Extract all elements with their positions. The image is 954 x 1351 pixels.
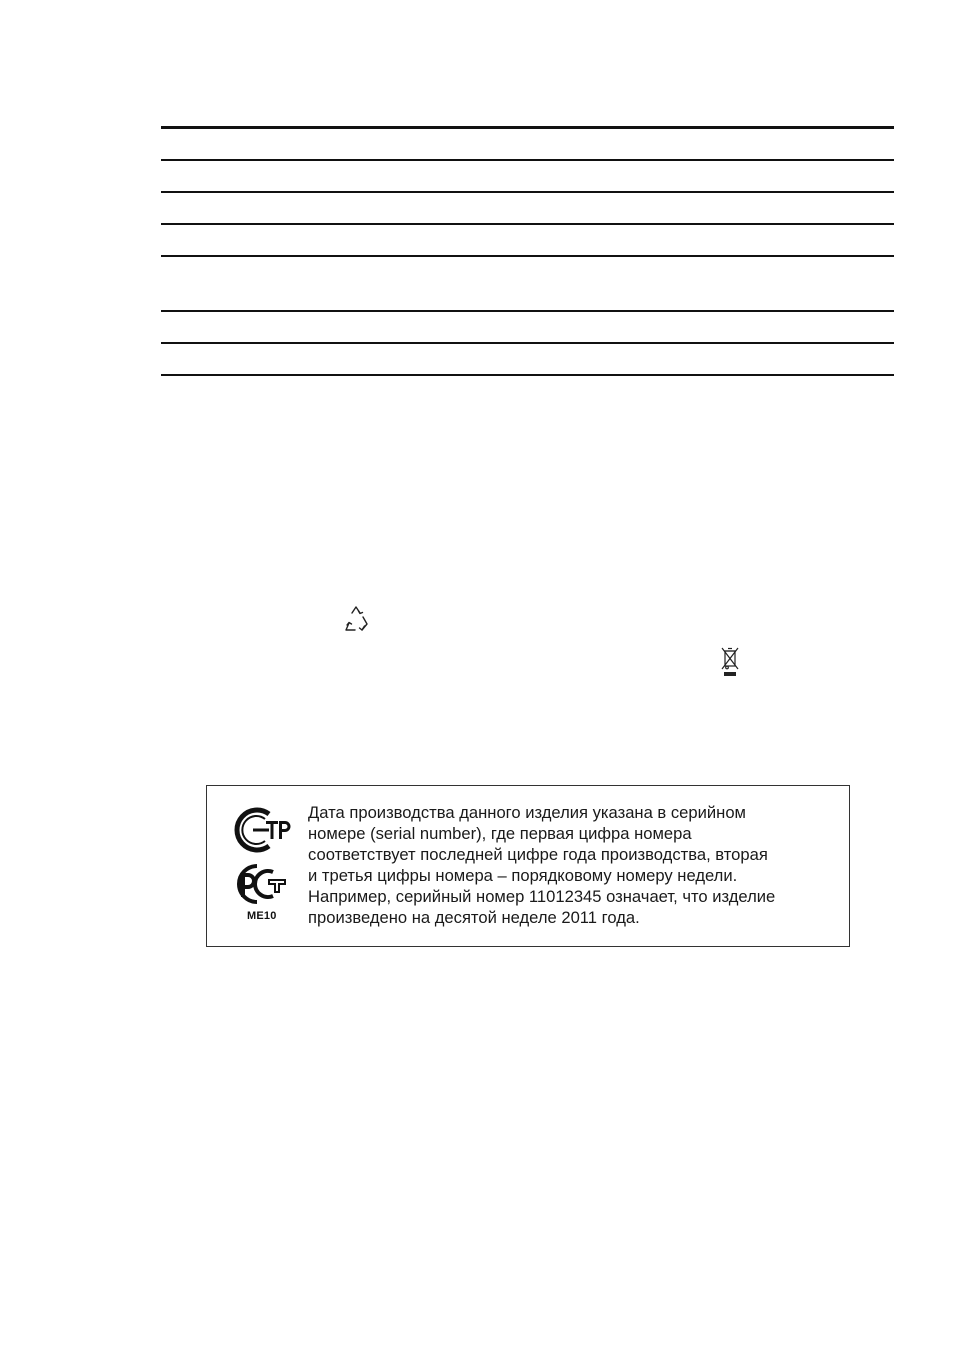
recycle-icon [341,604,371,634]
eac-tr-mark-icon [229,804,291,856]
rst-gost-mark-icon [231,860,287,908]
note-line: Например, серийный номер 11012345 означает, что изделие [308,887,776,906]
note-line: Дата производства данного изделия указана в серийном [308,803,746,822]
manufacture-date-note [308,802,838,928]
certificate-code: ME10 [247,910,277,922]
certification-box [206,785,850,947]
table-row [161,161,894,193]
crossed-out-wheelie-bin-icon [719,645,741,677]
table-row [161,257,894,312]
table-row [161,312,894,344]
note-line: и третья цифры номера – порядковому номеру недели. [308,866,738,885]
note-line: произведено на десятой неделе 2011 года. [308,908,640,927]
table-row [161,344,894,376]
table-row [161,193,894,225]
spec-table [161,126,894,376]
table-row [161,225,894,257]
table-row [161,129,894,161]
note-line: номере (serial number), где первая цифра номера [308,824,692,843]
certification-logos [229,804,291,932]
note-line: соответствует последней цифре года производства, вторая [308,845,768,864]
